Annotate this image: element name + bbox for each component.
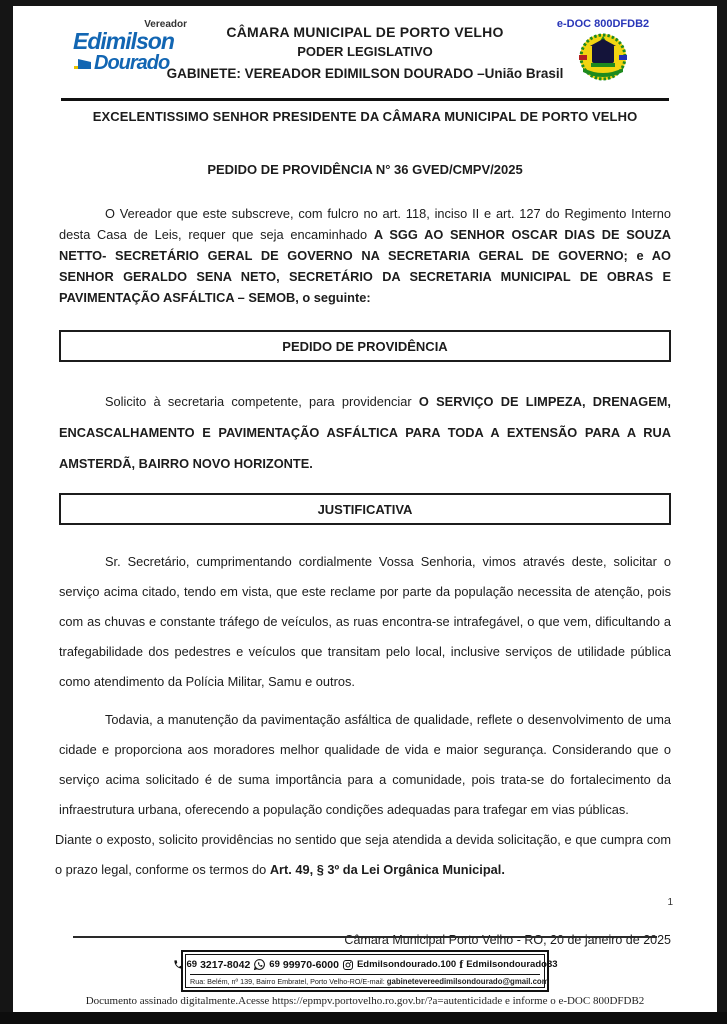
justification-paragraph-1: Sr. Secretário, cumprimentando cordialmente Vossa Senhoria, vimos através deste, solicitar o serviço acima citado, tendo em vista, que este reclame por parte da população necessita de atenção, pois com as chuvas e constante tráfego de veículos, as ruas encontra-se intrafegável, o que vem, dificultando a trafegabilidade dos pedestres e veículos que transitam pelo local, inclusive serviços de utilidade pública como atendimento da Polícia Militar, Samu e outros. <box>59 554 671 689</box>
facebook-handle: Edmilsondourado33 <box>466 959 558 970</box>
cabinet-line: GABINETE: VEREADOR EDIMILSON DOURADO –União Brasil <box>166 66 564 81</box>
addressee-line: EXCELENTISSIMO SENHOR PRESIDENTE DA CÂMARA MUNICIPAL DE PORTO VELHO <box>92 109 638 124</box>
closing-text-bold: Art. 49, § 3º da Lei Orgânica Municipal. <box>269 862 505 877</box>
request-text-bold: O SERVIÇO DE LIMPEZA, DRENAGEM, ENCASCALHAMENTO E PAVIMENTAÇÃO ASFÁLTICA PARA TODA A EXTENSÃO PARA A RUA AMSTERDÃ, BAIRRO NOVO HORIZONTE. <box>59 394 671 471</box>
logo-name-line2: Dourado <box>94 52 170 74</box>
phone-number: 3217-8042 <box>200 958 251 971</box>
request-section-heading: PEDIDO DE PROVIDÊNCIA <box>59 330 671 362</box>
intro-text-bold: A SGG AO SENHOR OSCAR DIAS DE SOUZA NETTO- SECRETÁRIO GERAL DE GOVERNO NA SECRETARIA GERAL DE GOVERNO; e AO SENHOR GERALDO SENA NETO, SECRETÁRIO DA SECRETARIA MUNICIPAL DE OBRAS E PAVIMENTAÇÃO ASFÁLTICA – SEMOB, o seguinte: <box>59 227 672 305</box>
document-title: PEDIDO DE PROVIDÊNCIA N° 36 GVED/CMPV/2025 <box>207 162 523 177</box>
letterhead <box>59 16 671 94</box>
bottom-frame-bar <box>0 1012 727 1024</box>
intro-paragraph <box>59 203 671 308</box>
municipal-seal-icon <box>577 32 629 84</box>
request-text-normal: Solicito à secretaria competente, para providenciar <box>105 394 419 409</box>
contact-box <box>181 950 558 992</box>
whatsapp-number: 99970-6000 <box>282 958 339 971</box>
closing-text-normal: Diante o exposto, solicito providências no sentido que seja atendida a devida solicitação, e que cumpra com o prazo legal, conforme os termos do <box>55 832 671 877</box>
logo-vereador-label: Vereador <box>144 19 187 30</box>
document-page <box>13 6 717 1012</box>
office-email: gabinetevereedimilsondourado@gmail.com <box>386 977 549 986</box>
logo-flag-icon <box>73 56 93 70</box>
logo-name-line1: Edimilson <box>73 28 174 54</box>
header-divider <box>61 98 669 101</box>
edoc-block <box>543 18 663 84</box>
date-line: Câmara Municipal Porto Velho - RO, 20 de janeiro de 2025 <box>344 933 671 947</box>
org-branch: PODER LEGISLATIVO <box>297 44 433 59</box>
digital-signature-notice: Documento assinado digitalmente.Acesse https://epmpv.portovelho.ro.gov.br/?a=autenticidade e informe o e-DOC 800DFDB2 <box>85 995 645 1007</box>
contact-row-phones <box>186 957 558 975</box>
instagram-icon <box>342 959 354 971</box>
org-name: CÂMARA MUNICIPAL DE PORTO VELHO <box>226 24 504 40</box>
phone-icon <box>173 959 184 970</box>
closing-paragraph <box>55 825 671 885</box>
vereador-logo <box>73 20 193 73</box>
contact-row-address <box>190 975 549 986</box>
facebook-icon: f <box>459 957 464 971</box>
edoc-code: e-DOC 800DFDB2 <box>556 18 650 30</box>
justification-section-heading: JUSTIFICATIVA <box>59 493 671 525</box>
instagram-handle: Edmilsondourado.100 <box>356 959 457 970</box>
page-number: 1 <box>667 897 673 908</box>
whatsapp-ddd: 69 <box>269 959 280 970</box>
office-address: Rua: Belém, nº 139, Bairro Embratel, Porto Velho-RO/E-mail: <box>190 977 387 986</box>
justification-paragraph-2: Todavia, a manutenção da pavimentação asfáltica de qualidade, reflete o desenvolvimento de uma cidade e proporciona aos moradores melhor qualidade de vida e maior segurança. Considerando que o serviço acima solicitado é de suma importância para a comunidade, pois trata-se do fortalecimento da infraestrutura urbana, oferecendo a população condições adequadas para trafegar em vias públicas. <box>59 712 671 817</box>
footer-divider <box>73 936 657 938</box>
intro-text-normal: O Vereador que este subscreve, com fulcro no art. 118, inciso II e art. 127 do Regimento Interno desta Casa de Leis, requer que seja encaminhado <box>59 206 671 242</box>
request-paragraph <box>59 386 671 479</box>
phone-ddd: 69 <box>186 959 198 970</box>
whatsapp-icon <box>253 958 266 971</box>
